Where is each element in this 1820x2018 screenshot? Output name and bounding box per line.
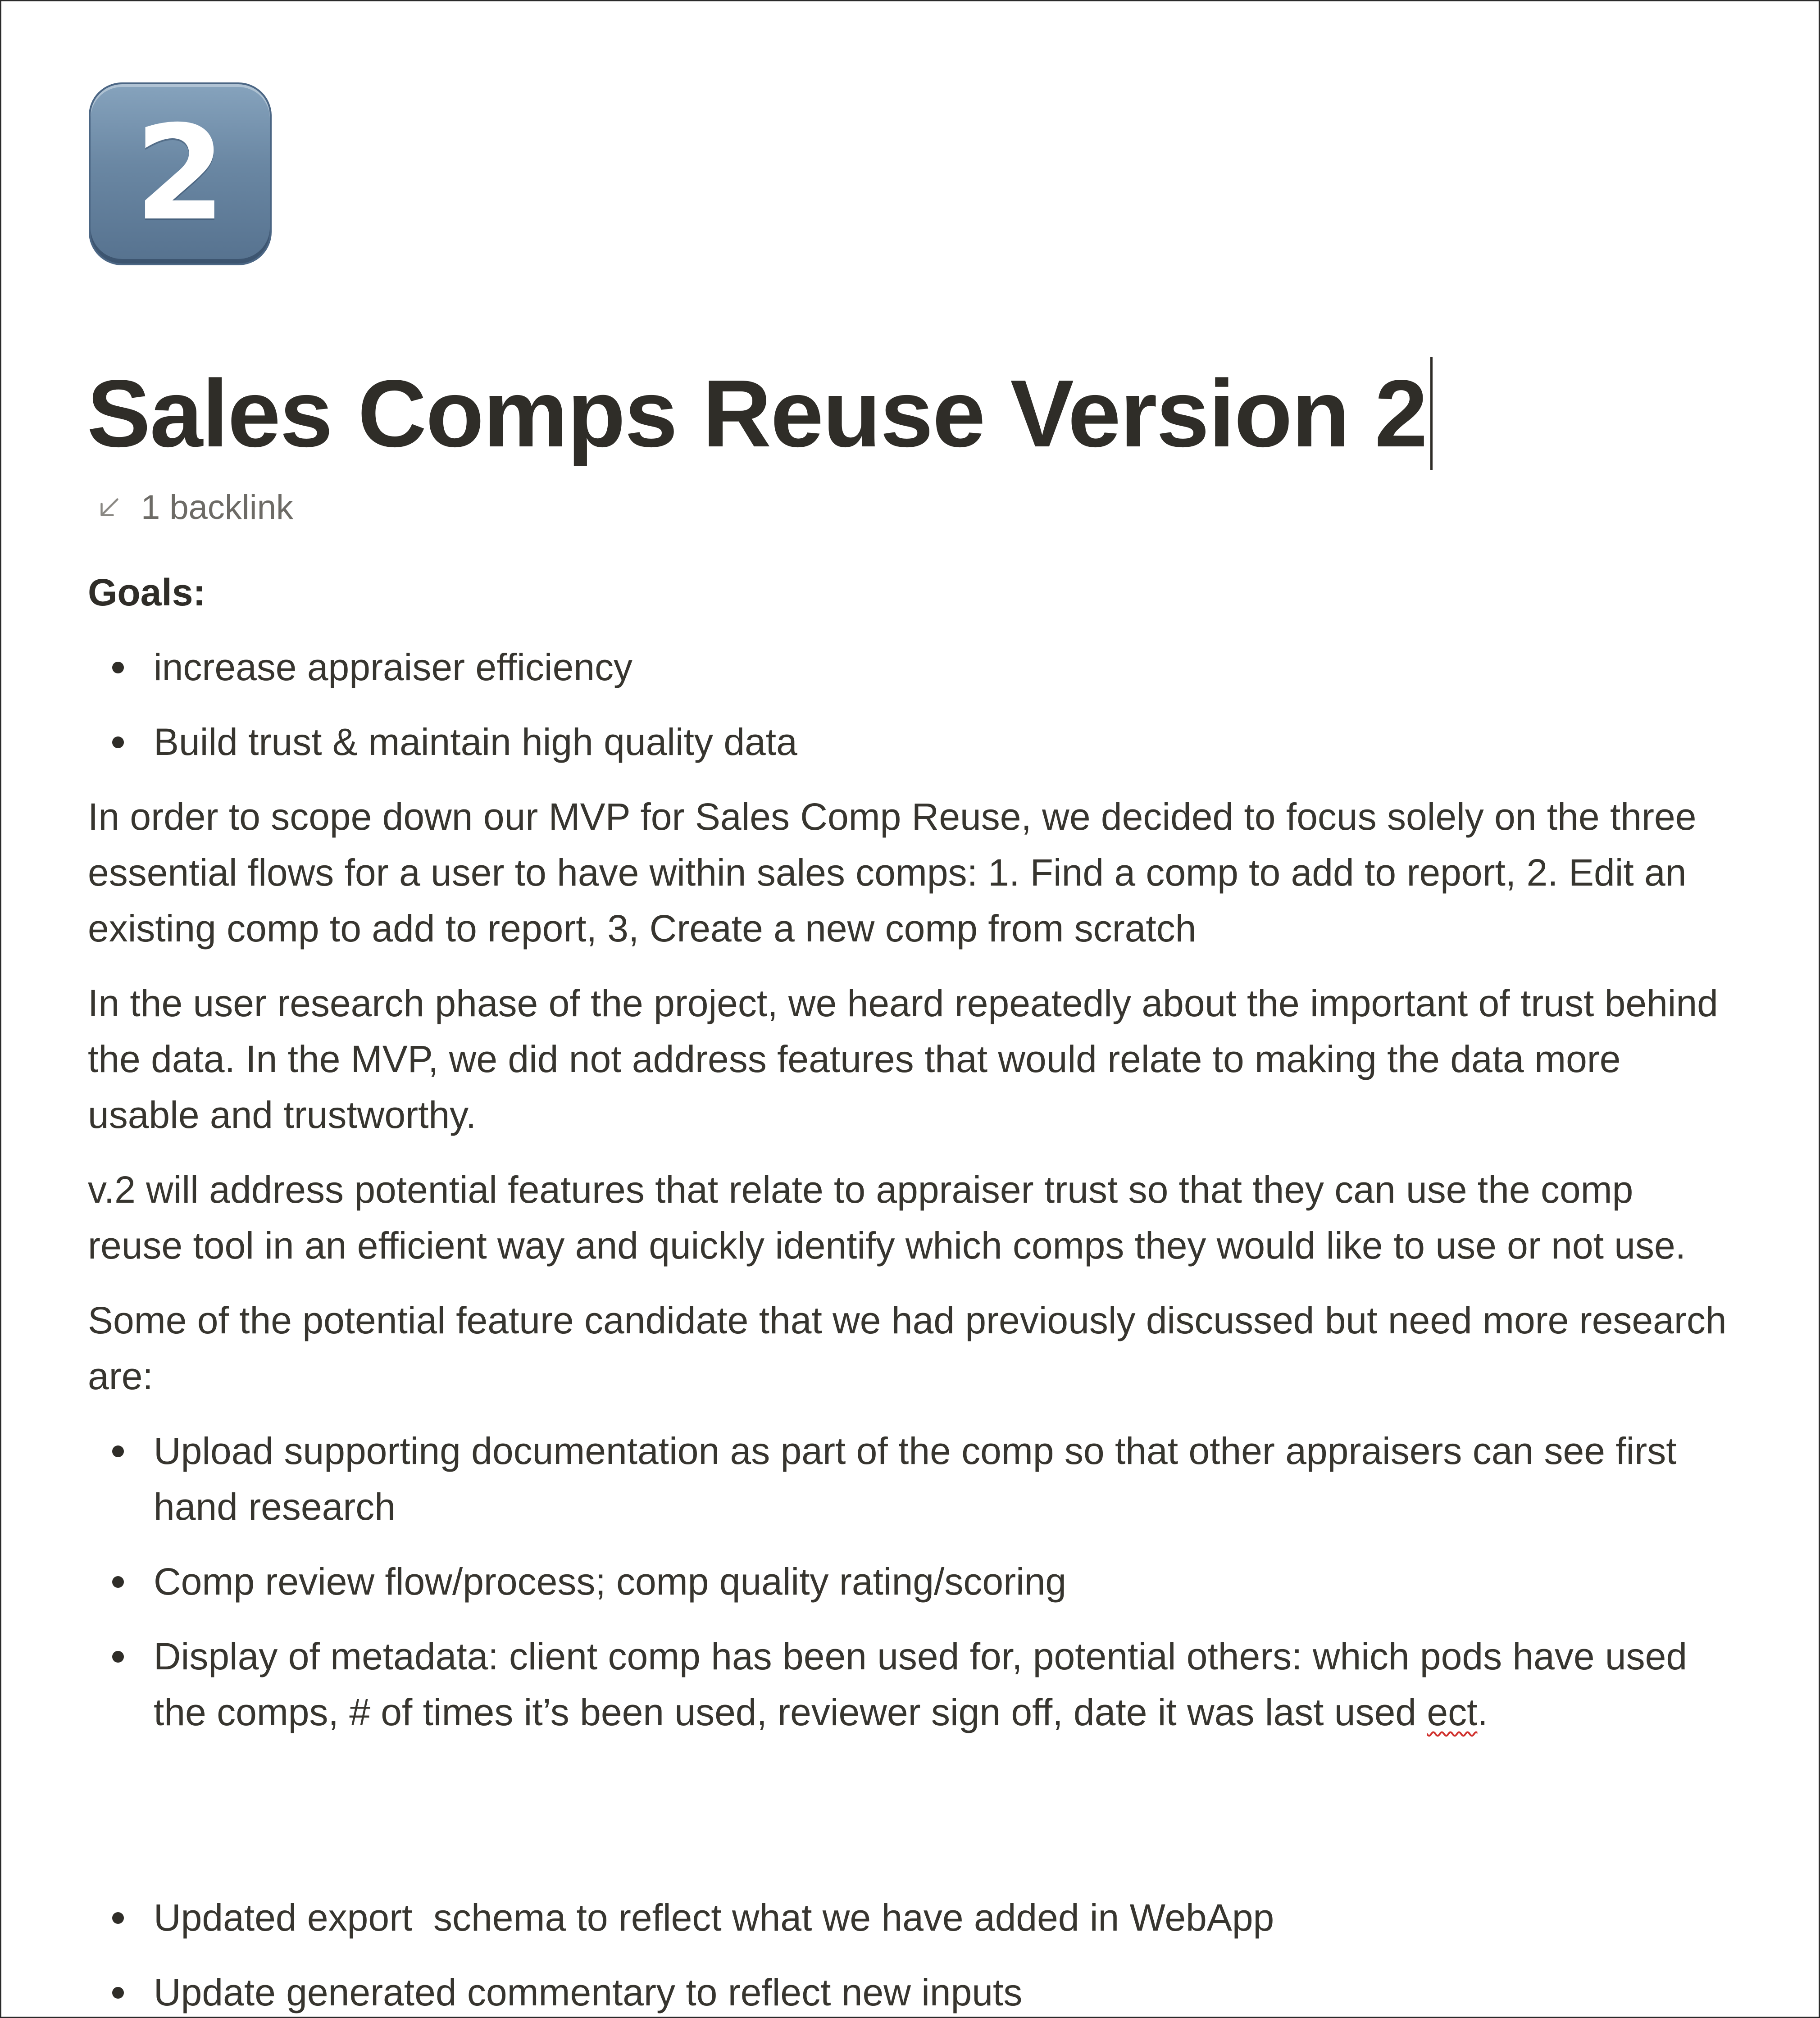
list-item-text: increase appraiser efficiency: [154, 646, 633, 688]
bullet-icon: [112, 1912, 124, 1924]
list-item-text-end: .: [1477, 1691, 1488, 1733]
bullet-icon: [112, 662, 124, 673]
list-item-text: Update generated commentary to reflect new inputs: [154, 1971, 1023, 2013]
page-title-text[interactable]: Sales Comps Reuse Version 2: [87, 360, 1427, 467]
list-item[interactable]: [88, 1423, 1728, 1535]
bullet-icon: [112, 1445, 124, 1457]
list-item[interactable]: [88, 714, 1728, 770]
backlinks-label: 1 backlink: [141, 488, 293, 527]
empty-block[interactable]: [88, 1740, 1728, 1871]
page-title[interactable]: [87, 357, 1433, 470]
keycap-digit-two-icon[interactable]: [89, 82, 272, 265]
list-item[interactable]: [88, 1964, 1728, 2018]
bullet-icon: [112, 1651, 124, 1663]
arrow-down-left-icon: [96, 494, 123, 521]
bullet-icon: [112, 1576, 124, 1588]
backlinks-button[interactable]: [96, 486, 293, 529]
list-item[interactable]: [88, 1628, 1728, 1740]
list-item-text: Comp review flow/process; comp quality rating/scoring: [154, 1560, 1067, 1603]
paragraph-scope[interactable]: In order to scope down our MVP for Sales Comp Reuse, we decided to focus solely on the three essential flows for a user to have within sales comps: 1. Find a comp to add to report, 2. Edit an existing comp to add to report, 3, Create a new comp from scratch: [88, 795, 1697, 950]
paragraph-candidates[interactable]: Some of the potential feature candidate that we had previously discussed but need more research are:: [88, 1299, 1727, 1397]
list-item-text: Updated export schema to reflect what we have added in WebApp: [154, 1896, 1274, 1939]
bullet-icon: [112, 736, 124, 748]
page-icon-glyph: 2: [135, 98, 226, 250]
list-item-text: Display of metadata: client comp has been used for, potential others: which pods have used the comps, # of times it’s been used, reviewer sign off, date it was last used: [154, 1635, 1688, 1733]
feature-list: [88, 1423, 1728, 1740]
page-body[interactable]: [88, 564, 1728, 2018]
bullet-icon: [112, 1987, 124, 1999]
misspelled-word[interactable]: ect: [1427, 1691, 1478, 1733]
paragraph-research[interactable]: In the user research phase of the project, we heard repeatedly about the important of trust behind the data. In the MVP, we did not address features that would relate to making the data more usable and trustworthy.: [88, 982, 1718, 1136]
list-item-text: Build trust & maintain high quality data: [154, 721, 797, 763]
list-item[interactable]: [88, 639, 1728, 695]
list-item[interactable]: [88, 1554, 1728, 1609]
list-item[interactable]: [88, 1890, 1728, 1945]
list-item-text: Upload supporting documentation as part of the comp so that other appraisers can see first hand research: [154, 1430, 1677, 1528]
text-cursor: [1430, 357, 1433, 470]
export-list: [88, 1890, 1728, 2018]
paragraph-v2[interactable]: v.2 will address potential features that relate to appraiser trust so that they can use the comp reuse tool in an efficient way and quickly identify which comps they would like to use or not use.: [88, 1168, 1686, 1267]
goals-list: [88, 639, 1728, 770]
goals-heading: Goals:: [88, 571, 206, 614]
